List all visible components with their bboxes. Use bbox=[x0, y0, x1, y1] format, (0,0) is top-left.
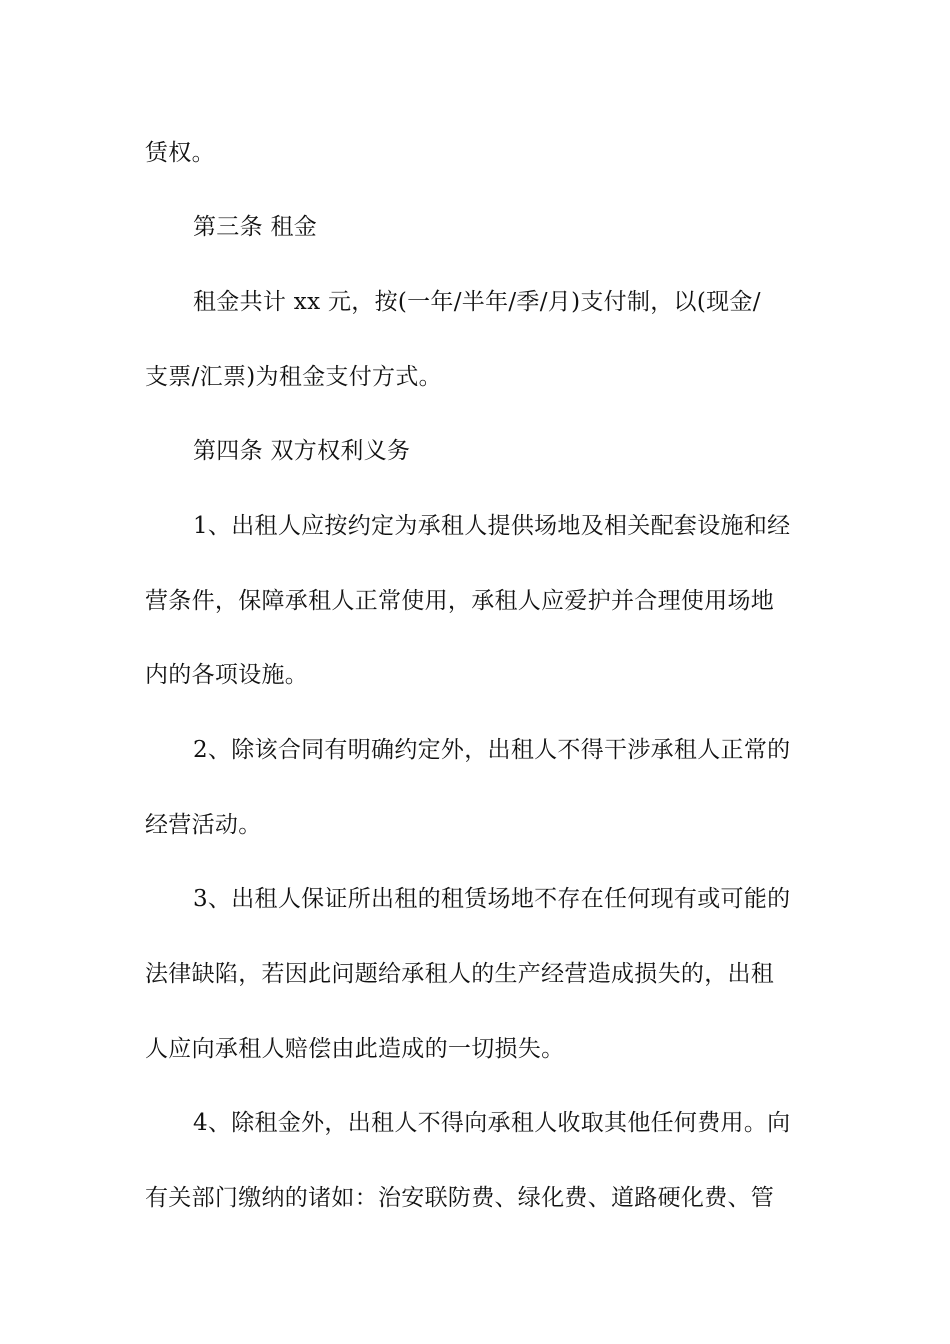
paragraph-line: 1、出租人应按约定为承租人提供场地及相关配套设施和经 bbox=[193, 513, 791, 539]
paragraph-line: 内的各项设施。 bbox=[145, 662, 309, 688]
paragraph-line: 法律缺陷，若因此问题给承租人的生产经营造成损失的，出租 bbox=[145, 961, 775, 987]
text-line: 赁权。 bbox=[145, 140, 215, 166]
paragraph-line: 4、除租金外，出租人不得向承租人收取其他任何费用。向 bbox=[193, 1110, 791, 1136]
paragraph-line: 支票/汇票)为租金支付方式。 bbox=[145, 364, 442, 390]
paragraph-line: 3、出租人保证所出租的租赁场地不存在任何现有或可能的 bbox=[193, 886, 791, 912]
paragraph-line: 租金共计 xx 元，按(一年/半年/季/月)支付制，以(现金/ bbox=[193, 289, 761, 315]
paragraph-line: 2、除该合同有明确约定外，出租人不得干涉承租人正常的 bbox=[193, 737, 791, 763]
article-heading: 第四条 双方权利义务 bbox=[193, 438, 411, 464]
article-heading: 第三条 租金 bbox=[193, 214, 318, 240]
paragraph-line: 人应向承租人赔偿由此造成的一切损失。 bbox=[145, 1036, 565, 1062]
paragraph-line: 有关部门缴纳的诸如：治安联防费、绿化费、道路硬化费、管 bbox=[145, 1185, 775, 1211]
paragraph-line: 经营活动。 bbox=[145, 812, 262, 838]
paragraph-line: 营条件，保障承租人正常使用，承租人应爱护并合理使用场地 bbox=[145, 588, 775, 614]
